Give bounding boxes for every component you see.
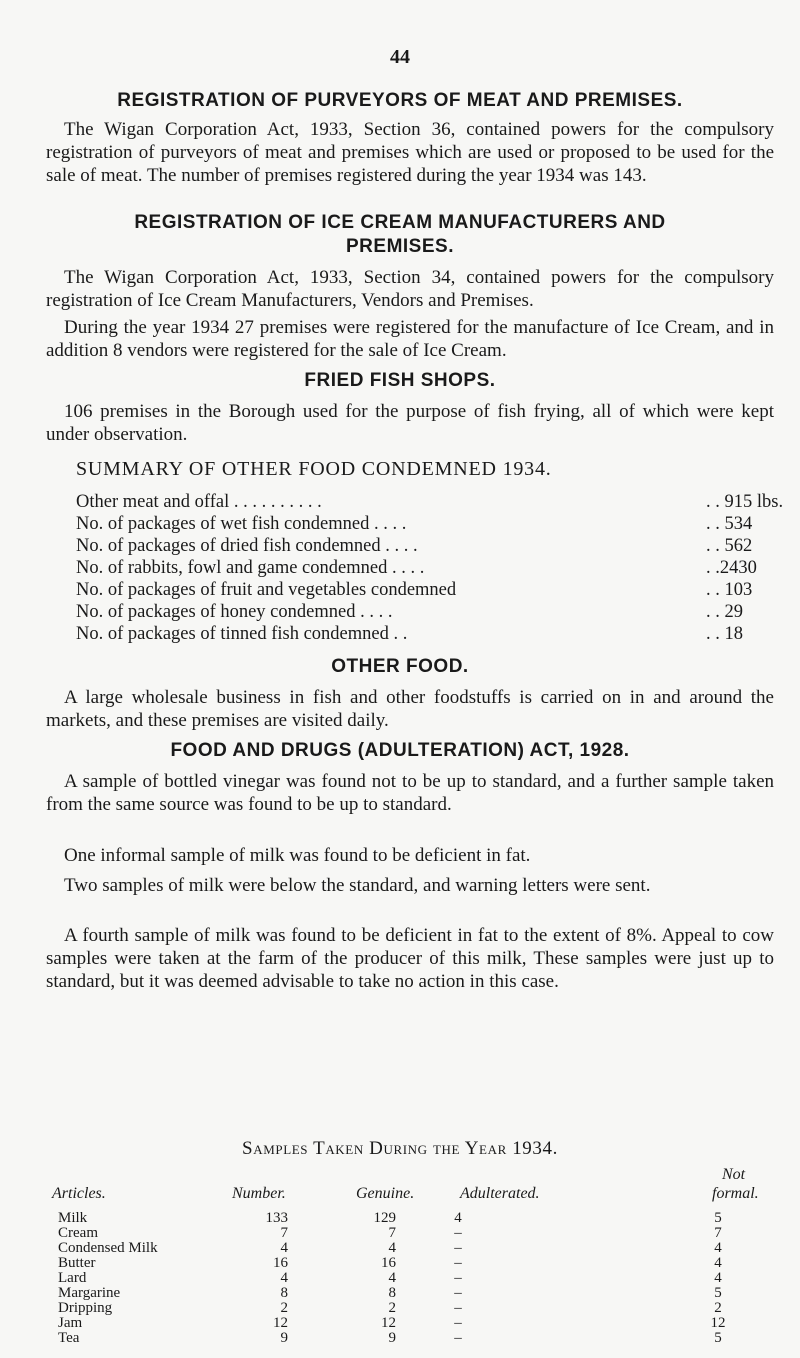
summary-row-value: . .2430	[706, 558, 757, 578]
table-row	[58, 1210, 778, 1226]
summary-row	[76, 536, 776, 558]
heading-adulteration-act: FOOD AND DRUGS (ADULTERATION) ACT, 1928.	[170, 740, 630, 761]
cell-genuine: 2	[388, 1300, 396, 1316]
summary-row-label: No. of packages of dried fish condemned . . . .	[76, 536, 418, 556]
cell-adulterated: –	[454, 1225, 462, 1241]
cell-article: Dripping	[58, 1300, 113, 1316]
cell-not-formal: 5	[714, 1330, 722, 1346]
cell-number: 4	[280, 1270, 288, 1286]
summary-row-label: Other meat and offal . . . . . . . . . .	[76, 492, 322, 512]
cell-genuine: 4	[388, 1240, 396, 1256]
cell-adulterated: –	[454, 1285, 462, 1301]
cell-genuine: 129	[373, 1210, 396, 1226]
summary-row-value: . . 915 lbs.	[706, 492, 784, 512]
paragraph-meat: The Wigan Corporation Act, 1933, Section 36, contained powers for the compulsory registration of purveyors of meat and premises which are used or proposed to be used for the sale of meat. The number of premises registered during the year 1934 was 143.	[46, 119, 774, 186]
paragraph-vinegar: A sample of bottled vinegar was found not to be up to standard, and a further sample taken from the same source was found to be up to standard.	[46, 771, 774, 815]
paragraph-ice-cream-1: The Wigan Corporation Act, 1933, Section 34, contained powers for the compulsory registration of Ice Cream Manufacturers, Vendors and Premises.	[46, 267, 774, 311]
cell-number: 2	[280, 1300, 288, 1316]
heading-ice-cream-line2: PREMISES.	[346, 236, 454, 257]
summary-row-value: . . 29	[706, 602, 743, 622]
cell-adulterated: –	[454, 1240, 462, 1256]
table-row	[58, 1285, 778, 1301]
summary-title: SUMMARY OF OTHER FOOD CONDEMNED 1934.	[76, 458, 552, 480]
cell-adulterated: –	[454, 1330, 462, 1346]
cell-article: Jam	[58, 1315, 83, 1331]
cell-genuine: 16	[381, 1255, 396, 1271]
table-row	[58, 1270, 778, 1286]
summary-row-value: . . 534	[706, 514, 753, 534]
summary-row-label: No. of packages of wet fish condemned . . . .	[76, 514, 407, 534]
summary-row	[76, 492, 784, 514]
cell-not-formal: 4	[714, 1255, 722, 1271]
cell-adulterated: –	[454, 1315, 462, 1331]
cell-adulterated: 4	[454, 1210, 462, 1226]
paragraph-other-food: A large wholesale business in fish and other foodstuffs is carried on in and around the markets, and these premises are visited daily.	[46, 687, 774, 731]
paragraph-fried-fish: 106 premises in the Borough used for the purpose of fish frying, all of which were kept under observation.	[46, 401, 774, 445]
cell-not-formal: 12	[710, 1315, 726, 1331]
header-genuine: Genuine.	[356, 1185, 415, 1202]
cell-article: Lard	[58, 1270, 87, 1286]
cell-article: Margarine	[58, 1285, 121, 1301]
table-row	[58, 1315, 778, 1331]
cell-genuine: 9	[388, 1330, 396, 1346]
summary-row	[76, 558, 776, 580]
header-not-formal-line2: formal.	[712, 1185, 759, 1202]
cell-number: 7	[280, 1225, 288, 1241]
cell-adulterated: –	[454, 1300, 462, 1316]
heading-other-food: OTHER FOOD.	[331, 656, 469, 677]
cell-not-formal: 2	[714, 1300, 722, 1316]
cell-number: 16	[273, 1255, 288, 1271]
cell-genuine: 12	[381, 1315, 396, 1331]
table-row	[58, 1330, 778, 1346]
summary-row-label: No. of packages of tinned fish condemned . .	[76, 624, 408, 644]
samples-table-title: Samples Taken During the Year 1934.	[242, 1138, 558, 1159]
table-row	[58, 1225, 778, 1241]
summary-row	[76, 624, 776, 646]
cell-genuine: 8	[388, 1285, 396, 1301]
cell-not-formal: 5	[714, 1285, 722, 1301]
cell-not-formal: 4	[714, 1270, 722, 1286]
cell-number: 9	[280, 1330, 288, 1346]
summary-row	[76, 580, 776, 602]
summary-row	[76, 602, 776, 624]
paragraph-informal-milk: One informal sample of milk was found to be deficient in fat.	[64, 845, 531, 866]
cell-adulterated: –	[454, 1270, 462, 1286]
table-row	[58, 1240, 778, 1256]
summary-row	[76, 514, 776, 536]
page-number: 44	[390, 46, 410, 68]
cell-genuine: 7	[388, 1225, 396, 1241]
cell-genuine: 4	[388, 1270, 396, 1286]
cell-not-formal: 4	[714, 1240, 722, 1256]
cell-article: Cream	[58, 1225, 98, 1241]
paragraph-fourth-sample: A fourth sample of milk was found to be deficient in fat to the extent of 8%. Appeal to cow samples were taken at the farm of the producer of this milk, These samples were just up to standard, but it was deemed advisable to take no action in this case.	[46, 925, 774, 992]
summary-row-value: . . 18	[706, 624, 743, 644]
summary-row-label: No. of packages of honey condemned . . . .	[76, 602, 393, 622]
cell-article: Butter	[58, 1255, 96, 1271]
table-row	[58, 1300, 778, 1316]
summary-row-value: . . 103	[706, 580, 753, 600]
cell-article: Milk	[58, 1210, 88, 1226]
cell-number: 133	[265, 1210, 288, 1226]
cell-adulterated: –	[454, 1255, 462, 1271]
summary-row-label: No. of rabbits, fowl and game condemned . . . .	[76, 558, 425, 578]
table-row	[58, 1255, 778, 1271]
heading-fried-fish: FRIED FISH SHOPS.	[304, 370, 496, 391]
cell-number: 8	[280, 1285, 288, 1301]
cell-not-formal: 7	[714, 1225, 722, 1241]
cell-article: Tea	[58, 1330, 80, 1346]
header-not-formal-line1: Not	[722, 1166, 746, 1183]
header-adulterated: Adulterated.	[460, 1185, 540, 1202]
summary-row-label: No. of packages of fruit and vegetables condemned	[76, 580, 457, 600]
cell-number: 12	[273, 1315, 288, 1331]
paragraph-milk-below-standard: Two samples of milk were below the standard, and warning letters were sent.	[64, 875, 651, 896]
cell-not-formal: 5	[714, 1210, 722, 1226]
cell-number: 4	[280, 1240, 288, 1256]
header-articles: Articles.	[52, 1185, 106, 1202]
paragraph-ice-cream-2: During the year 1934 27 premises were registered for the manufacture of Ice Cream, and in addition 8 vendors were registered for the sale of Ice Cream.	[46, 317, 774, 361]
header-number: Number.	[232, 1185, 286, 1202]
heading-ice-cream-line1: REGISTRATION OF ICE CREAM MANUFACTURERS AND	[134, 212, 666, 233]
heading-meat-registration: REGISTRATION OF PURVEYORS OF MEAT AND PREMISES.	[117, 90, 683, 111]
cell-article: Condensed Milk	[58, 1240, 158, 1256]
summary-row-value: . . 562	[706, 536, 753, 556]
